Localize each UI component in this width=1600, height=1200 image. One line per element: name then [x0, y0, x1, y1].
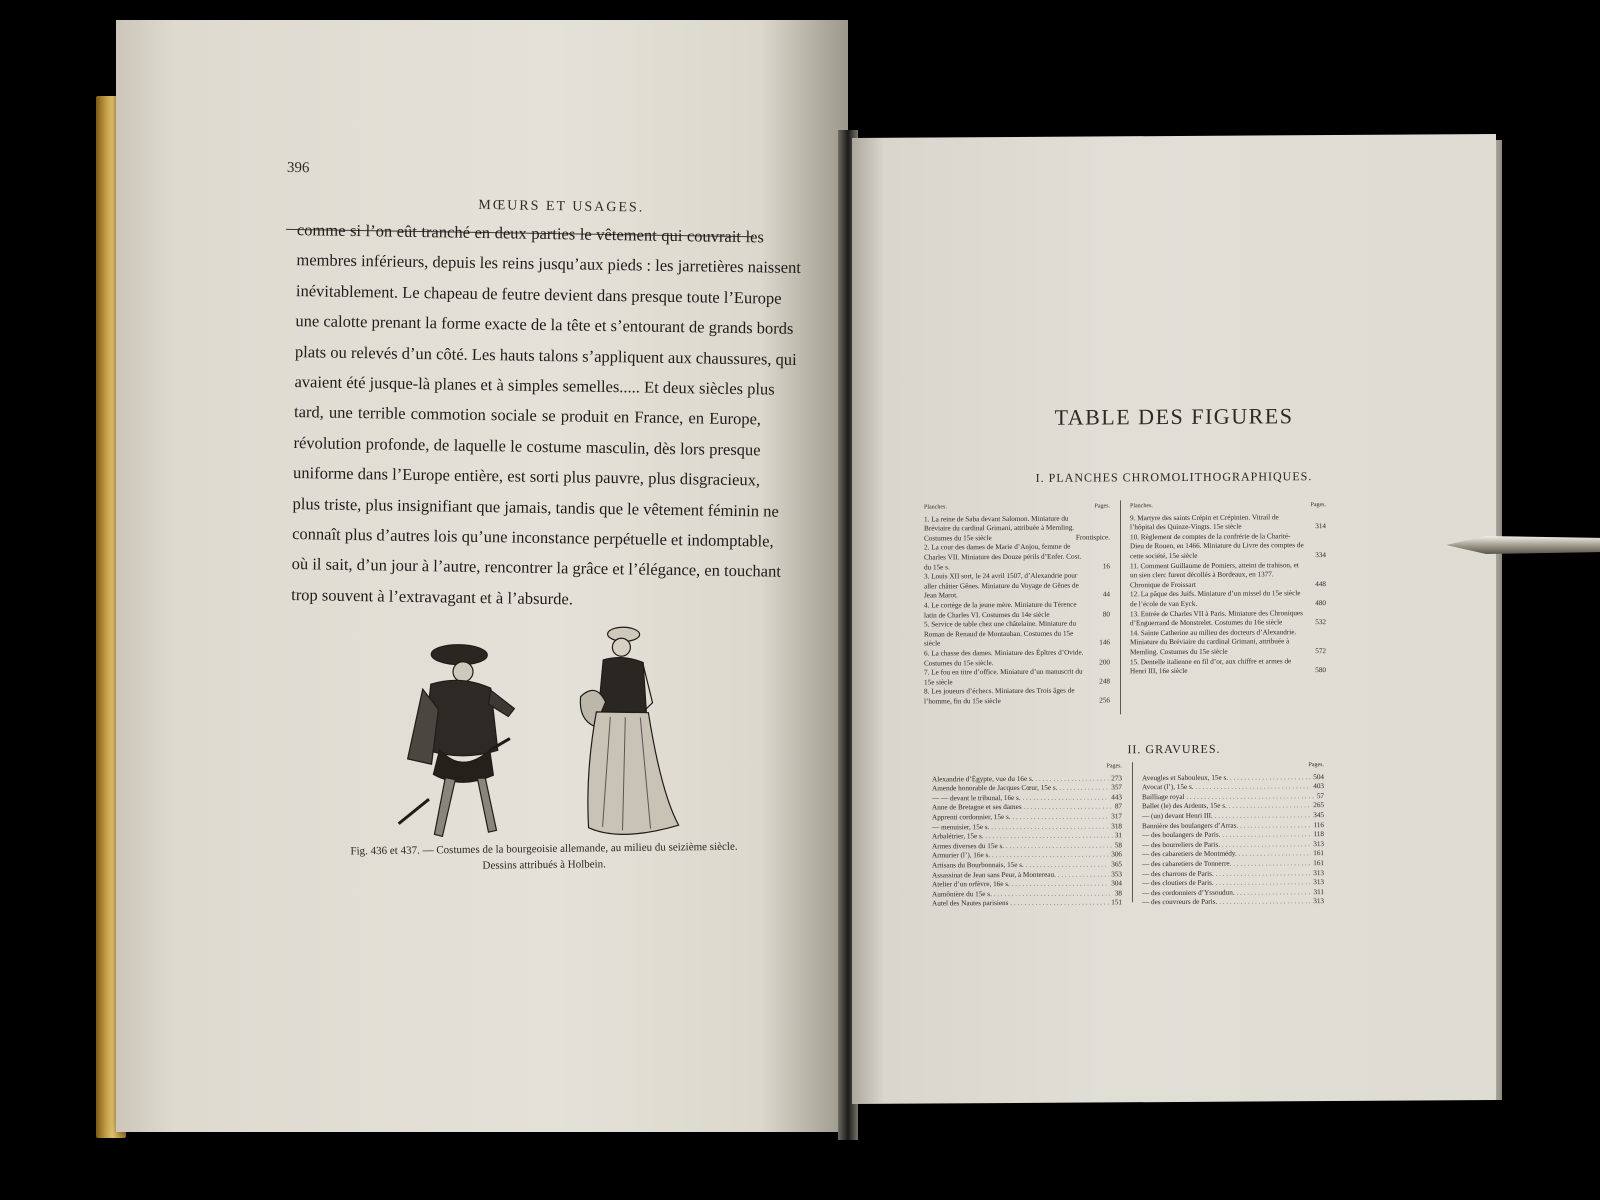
body-line: une calotte prenant la forme exacte de la tête et s’entourant de grands bords	[295, 311, 794, 339]
planche-entry	[924, 667, 1110, 687]
entry-text: — des boulangers de Paris. . . .	[1142, 830, 1324, 839]
entry-page: 572	[1315, 646, 1326, 656]
entry-text: 2. La cour des dames de Marie d’Anjou, femme de Charles VII. Miniature des Douze périls d’Enfer. Cost. du 15e s.	[924, 543, 1082, 572]
planche-entry	[1130, 609, 1326, 629]
entry-text: 9. Martyre des saints Crépin et Crépinien. Vitrail de l’hôpital des Quinze-Vingts. 15e siècle	[1130, 512, 1279, 532]
entry-text: 14. Sainte Catherine au milieu des docteurs d’Alexandrie. Miniature du Bréviaire du cardinal Grimani, attribuée à Memling. Costumes du 15e siècle	[1130, 627, 1297, 657]
planches-column-left	[924, 502, 1110, 707]
entry-text: 8. Les joueurs d’échecs. Miniature des Trois âges de l’homme, fin du 15e siècle	[924, 686, 1075, 706]
entry-page: 273	[1111, 773, 1122, 782]
entry-page: 357	[1111, 783, 1122, 792]
entry-page: 80	[1102, 609, 1110, 618]
entry-page: 443	[1111, 793, 1122, 802]
entry-text: — (un) devant Henri III. . . .	[1142, 811, 1324, 820]
entry-page: 353	[1111, 869, 1122, 878]
entry-page: 365	[1111, 860, 1122, 869]
page-pointer-knife	[1446, 532, 1600, 558]
entry-page: 306	[1111, 850, 1122, 859]
planche-entry	[924, 620, 1110, 650]
left-page	[116, 20, 848, 1132]
planche-entry	[924, 572, 1110, 602]
entry-text: Aumônière du 15e s. . . .	[932, 889, 1122, 898]
gravures-list-left	[932, 774, 1122, 909]
entry-page: 580	[1315, 666, 1326, 675]
running-head: MŒURS ET USAGES.	[478, 197, 645, 216]
entry-text: Atelier d’un orfèvre, 16e s. . . .	[932, 879, 1122, 888]
entry-text: — menuisier, 15e s. . . .	[932, 822, 1122, 831]
entry-text: Apprenti cordonnier, 15e s. . . .	[932, 812, 1122, 821]
entry-page: 87	[1114, 802, 1122, 811]
body-line: trop souvent à l’extravagant et à l’absurde.	[291, 584, 574, 609]
entry-text: Avocat (l’), 15e s. . . .	[1142, 782, 1324, 791]
entry-page: 146	[1099, 638, 1110, 647]
body-line: uniforme dans l’Europe entière, est sorti plus pauvre, plus disgracieux,	[292, 463, 761, 490]
entry-page: 304	[1111, 879, 1122, 888]
entry-page: 314	[1315, 522, 1326, 531]
entry-text: Autel des Nautes parisiens . . .	[932, 899, 1122, 908]
entry-text: — des charrons de Paris. . . .	[1142, 869, 1324, 878]
entry-page: 58	[1114, 841, 1122, 850]
entry-text: — des cloutiers de Paris. . . .	[1142, 878, 1324, 887]
planches-column-right	[1130, 501, 1326, 677]
planche-entry	[1130, 513, 1326, 533]
col-head-pages-right: Pages.	[1310, 502, 1326, 509]
entry-page: 532	[1315, 618, 1326, 627]
entry-text: Assassinat de Jean sans Peur, à Montereau. . . .	[932, 870, 1122, 879]
planche-entry	[924, 543, 1110, 573]
caption-line-1: Fig. 436 et 437. — Costumes de la bourgeoisie allemande, au milieu du seizième siècle.	[350, 840, 738, 858]
entry-text: — des cabaretiers de Montmédy. . . .	[1142, 849, 1324, 858]
gravures-column-left	[932, 762, 1122, 909]
entry-text: 12. La pâque des Juifs. Miniature d’un missel du 15e siècle de l’école de van Eyck.	[1130, 589, 1301, 609]
planche-entry	[924, 687, 1110, 707]
body-line: plus triste, plus insignifiant que jamais, tandis que le vêtement féminin ne	[292, 493, 779, 521]
entry-page: 313	[1313, 897, 1324, 906]
body-line: avaient été jusque-là planes et à simples semelles..... Et deux siècles plus	[294, 372, 775, 399]
entry-page: 161	[1313, 849, 1324, 858]
gravures-column-divider	[1132, 762, 1133, 902]
entry-text: Alexandrie d’Égypte, vue du 16e s. . . .	[932, 774, 1122, 783]
entry-text: 15. Dentelle italienne en fil d’or, aux chiffre et armes de Henri III, 16e siècle	[1130, 656, 1292, 676]
entry-text: — des bourreliers de Paris. . . .	[1142, 840, 1324, 849]
entry-text: 13. Entrée de Charles VII à Paris. Miniature des Chroniques d’Enguerrand de Monstrelet. Costumes du 16e siècle	[1130, 608, 1303, 628]
planche-entry	[924, 648, 1110, 668]
entry-text: 6. La chasse des dames. Miniature des Épîtres d’Ovide. Costumes du 15e siècle.	[924, 648, 1084, 668]
entry-page: 161	[1313, 859, 1324, 868]
col-head-planches-right: Planches.	[1130, 503, 1153, 510]
entry-text: 5. Service de table chez une châtelaine. Miniature du Roman de Renaud de Montauban. Costumes du 15e siècle	[924, 619, 1077, 648]
entry-text: 11. Comment Guillaume de Pomiers, atteint de trahison, et un sien clerc furent décollés à Bordeaux, en 1377. Chronique de Froissart	[1130, 560, 1299, 590]
gravures-column-right	[1142, 761, 1324, 908]
entry-page: 334	[1315, 551, 1326, 560]
body-line: révolution profonde, de laquelle le costume masculin, dès lors presque	[293, 432, 761, 460]
entry-page: 256	[1099, 696, 1110, 705]
gravures-column-head	[932, 762, 1122, 773]
entry-text: 4. Le cortège de la jeune mère. Miniature du Térence latin de Charles VI. Costumes du 14e siècle	[924, 600, 1077, 620]
gravures-column-head-right	[1142, 761, 1324, 772]
planches-column-head	[924, 502, 1110, 513]
entry-text: 10. Règlement de comptes de la confrérie de la Charité-Dieu de Rouen, en 1466. Miniature du Livre des comptes de cette société, 15e siècle	[1130, 532, 1304, 561]
gravures-list-right	[1142, 773, 1324, 908]
entry-page: 345	[1313, 811, 1324, 820]
entry-page: 480	[1315, 599, 1326, 608]
entry-text: Anne de Bretagne et ses dames . . .	[932, 803, 1122, 812]
right-page	[852, 134, 1496, 1104]
entry-text: Aveugles et Sabouleux, 15e s. . . .	[1142, 773, 1324, 782]
figure-caption	[334, 838, 754, 875]
entry-page: 248	[1099, 677, 1110, 686]
entry-page: 313	[1313, 839, 1324, 848]
gravure-entry	[932, 899, 1122, 910]
entry-text: Armes diverses du 15e s. . . .	[932, 841, 1122, 850]
entry-page: 200	[1099, 657, 1110, 666]
entry-page: 16	[1102, 561, 1110, 570]
entry-page: 265	[1313, 801, 1324, 810]
body-line: comme si l’on eût tranché en deux parties le vêtement qui couvrait les	[296, 220, 765, 247]
planche-entry	[924, 514, 1110, 544]
entry-page: 44	[1102, 590, 1110, 599]
page-number: 396	[286, 159, 310, 177]
entry-text: — des cabaretiers de Tonnerre. . . .	[1142, 859, 1324, 868]
planches-column-head-right	[1130, 501, 1326, 512]
body-line: plats ou relevés d’un côté. Les hauts talons s’appliquent aux chaussures, qui	[294, 341, 797, 369]
body-text	[291, 215, 802, 618]
planche-entry	[1130, 657, 1326, 677]
gravures-col-head-pages: Pages.	[1106, 763, 1122, 770]
gravures-col-head-pages-right: Pages.	[1308, 762, 1324, 769]
entry-page: 313	[1313, 868, 1324, 877]
woman-figure	[578, 627, 681, 836]
column-divider	[1120, 500, 1121, 714]
entry-page: 403	[1313, 782, 1324, 791]
entry-text: — des cordonniers d’Yssoudun. . . .	[1142, 888, 1324, 897]
planches-list-right	[1130, 513, 1326, 677]
entry-page: 151	[1111, 898, 1122, 907]
planche-entry	[1130, 561, 1326, 591]
entry-page: Frontispice.	[1075, 533, 1110, 542]
caption-line-2: Dessins attribués à Holbein.	[482, 858, 606, 872]
body-line: inévitablement. Le chapeau de feutre devient dans presque toute l’Europe	[295, 280, 782, 308]
entry-page: 317	[1111, 812, 1122, 821]
planche-entry	[924, 600, 1110, 620]
body-line: membres inférieurs, depuis les reins jusqu’aux pieds : les jarretières naissent	[296, 250, 802, 278]
entry-page: 118	[1313, 830, 1324, 839]
entry-text: — — devant le tribunal, 16e s. . . .	[932, 793, 1122, 802]
body-line: tard, une terrible commotion sociale se produit en France, en Europe,	[293, 402, 762, 429]
entry-text: 3. Louis XII sort, le 24 avril 1507, d’Alexandrie pour aller châtier Gênes. Miniature du Voyage de Gênes de Jean Marot.	[924, 571, 1079, 600]
section-heading-gravures: II. GRAVURES.	[1127, 741, 1221, 757]
entry-text: 7. Le fou en titre d’office. Miniature d’un manuscrit du 15e siècle	[924, 667, 1083, 687]
entry-page: 313	[1313, 878, 1324, 887]
entry-text: Bailliage royal . . .	[1142, 792, 1317, 801]
entry-page: 116	[1313, 820, 1324, 829]
entry-page: 38	[1114, 889, 1122, 898]
entry-page: 57	[1316, 791, 1324, 800]
planche-entry	[1130, 628, 1326, 658]
entry-page: 311	[1313, 887, 1324, 896]
entry-text: Ballet (le) des Ardents, 15e s. . . .	[1142, 801, 1324, 810]
entry-text: Artisans du Bourbonnais, 15e s. . . .	[932, 860, 1122, 869]
entry-text: Arbalétrier, 15e s. . . .	[932, 832, 1117, 841]
entry-page: 31	[1114, 831, 1122, 840]
body-line: connaît plus d’autres lois qu’une inconstance perpétuelle et indomptable,	[292, 524, 774, 551]
entry-text: Armurier (l’), 16e s. . . .	[932, 851, 1122, 860]
toc-title: TABLE DES FIGURES	[1054, 403, 1294, 430]
planche-entry	[1130, 589, 1326, 609]
engraving-illustration	[388, 599, 692, 854]
entry-text: 1. La reine de Saba devant Salomon. Miniature du Bréviaire du cardinal Grimani, attribuée à Memling. Costumes du 15e siècle	[924, 514, 1075, 543]
entry-page: 448	[1315, 579, 1326, 588]
col-head-planches: Planches.	[924, 504, 947, 511]
entry-page: 318	[1111, 821, 1122, 830]
planche-entry	[1130, 532, 1326, 562]
col-head-pages: Pages.	[1094, 503, 1110, 510]
entry-text: — des couvreurs de Paris. . . .	[1142, 897, 1324, 906]
planches-list-left	[924, 514, 1110, 707]
entry-text: Bannière des boulangers d’Arras. . . .	[1142, 821, 1324, 830]
entry-page: 504	[1313, 772, 1324, 781]
entry-text: Amende honorable de Jacques Cœur, 15e s. . . .	[932, 784, 1122, 793]
section-heading-planches: I. PLANCHES CHROMOLITHOGRAPHIQUES.	[1035, 469, 1313, 485]
gravure-entry	[1142, 897, 1324, 908]
body-line: où il sait, d’un jour à l’autre, rencontrer la grâce et l’élégance, en touchant	[291, 554, 782, 582]
man-figure	[398, 644, 515, 838]
